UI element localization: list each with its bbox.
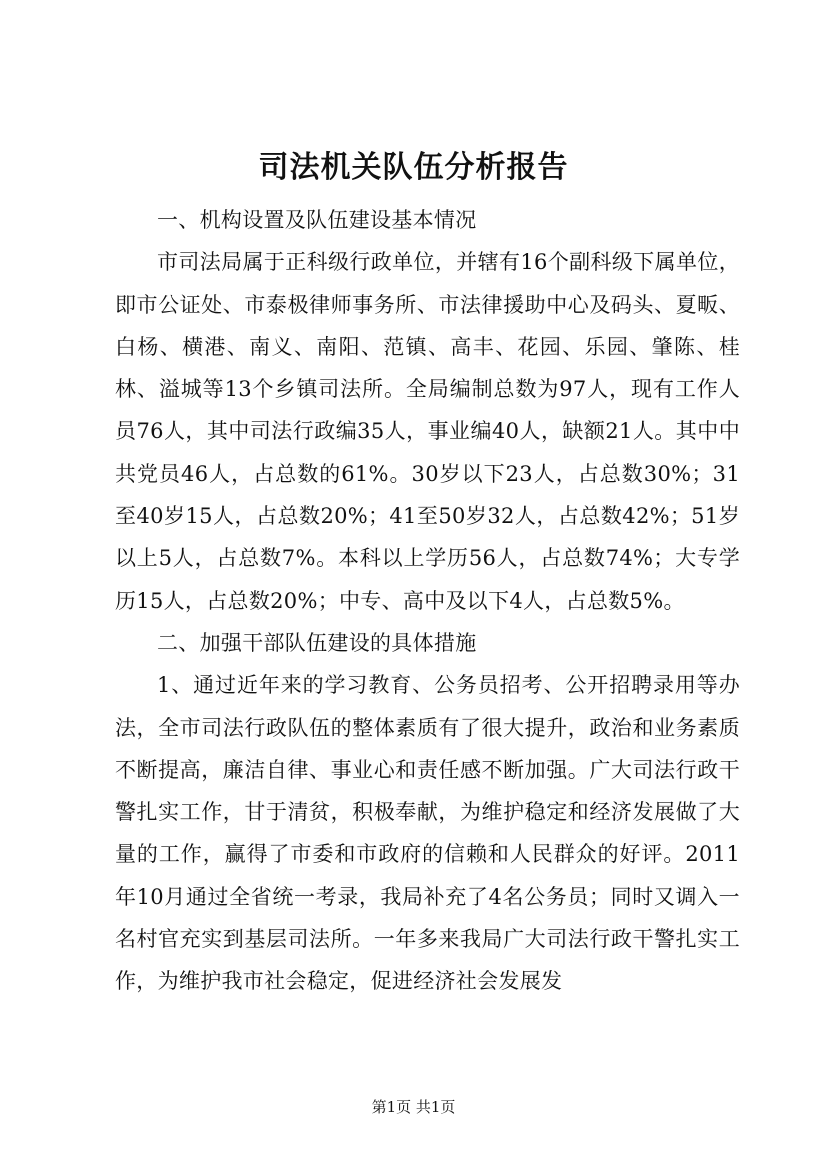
document-title: 司法机关队伍分析报告	[258, 150, 569, 185]
paragraph-measures-1: 1、通过近年来的学习教育、公务员招考、公开招聘录用等办法，全市司法行政队伍的整体素质有了很大提升，政治和业务素质不断提高，廉洁自律、事业心和责任感不断加强。广大司法行政干警扎实工作，甘于清贫，积极奉献，为维护稳定和经济发展做了大量的工作，赢得了市委和市政府的信赖和人民群众的好评。2011年10月通过全省统一考录，我局补充了4名公务员；同时又调入一名村官充实到基层司法所。一年多来我局广大司法行政干警扎实工作，为维护我市社会稳定，促进经济社会发展发	[115, 673, 740, 994]
paragraph-staffing-overview: 市司法局属于正科级行政单位，并辖有16个副科级下属单位，即市公证处、市泰极律师事务所、市法律援助中心及码头、夏畈、白杨、横港、南义、南阳、范镇、高丰、花园、乐园、肇陈、桂林、溢城等13个乡镇司法所。全局编制总数为97人，现有工作人员76人，其中司法行政编35人，事业编40人，缺额21人。其中中共党员46人，占总数的61%。30岁以下23人，占总数30%；31至40岁15人，占总数20%；41至50岁32人，占总数42%；51岁以上5人，占总数7%。本科以上学历56人，占总数74%；大专学历15人，占总数20%；中专、高中及以下4人，占总数5%。	[115, 250, 740, 613]
page-footer: 第1页 共1页	[371, 1098, 456, 1116]
section-heading-1: 一、机构设置及队伍建设基本情况	[157, 208, 477, 232]
section-heading-2: 二、加强干部队伍建设的具体措施	[157, 630, 477, 655]
document-body	[115, 199, 740, 1003]
